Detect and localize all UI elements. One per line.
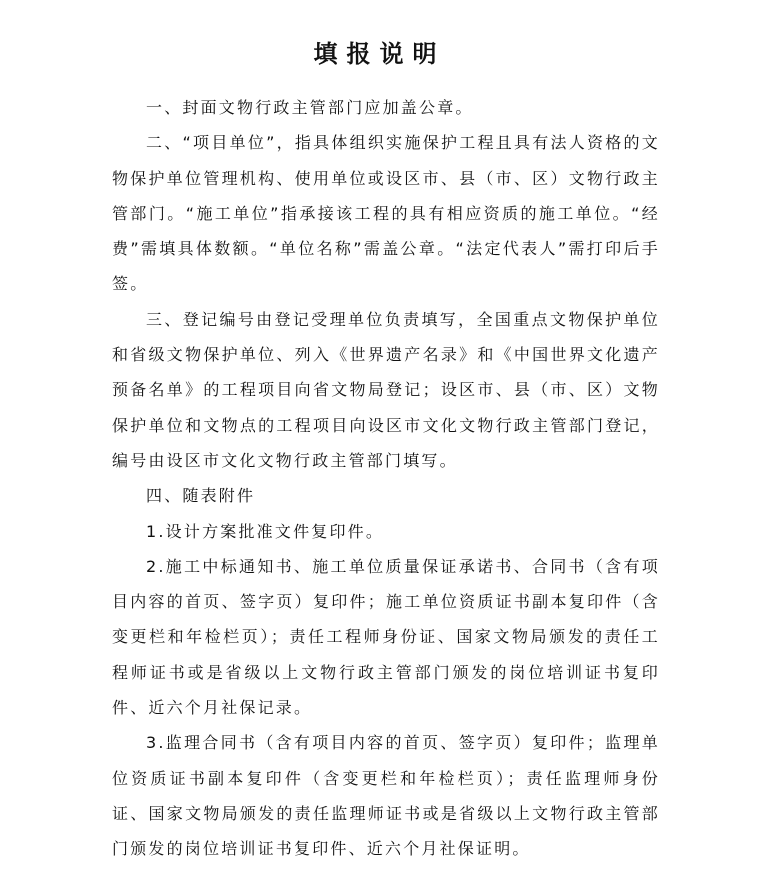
paragraph-attachment-1: 1.设计方案批准文件复印件。 <box>146 521 385 541</box>
paragraph-unit-definitions: 二、“项目单位”，指具体组织实施保护工程且具有法人资格的文物保护单位管理机构、使用单位或设区市、县（市、区）文物行政主管部门。“施工单位”指承接该工程的具有相应资质的施工单位。“经费”需填具体数额。“单位名称”需盖公章。“法定代表人”需打印后手签。 <box>112 133 660 294</box>
document-title: 填报说明 <box>313 39 446 68</box>
document-body <box>112 90 660 867</box>
paragraph-attachment-3: 3.监理合同书（含有项目内容的首页、签字页）复印件；监理单位资质证书副本复印件（含变更栏和年检栏页）；责任监理师身份证、国家文物局颁发的责任监理师证书或是省级以上文物行政主管部门颁发的岗位培训证书复印件、近六个月社保证明。 <box>112 733 660 859</box>
paragraph-registration-number: 三、登记编号由登记受理单位负责填写，全国重点文物保护单位和省级文物保护单位、列入《世界遗产名录》和《中国世界文化遗产预备名单》的工程项目向省文物局登记；设区市、县（市、区）文物保护单位和文物点的工程项目向设区市文化文物行政主管部门登记，编号由设区市文化文物行政主管部门填写。 <box>112 309 660 470</box>
paragraph-attachment-2: 2.施工中标通知书、施工单位质量保证承诺书、合同书（含有项目内容的首页、签字页）复印件；施工单位资质证书副本复印件（含变更栏和年检栏页）；责任工程师身份证、国家文物局颁发的责任工程师证书或是省级以上文物行政主管部门颁发的岗位培训证书复印件、近六个月社保记录。 <box>112 556 660 718</box>
paragraph-seal-requirement: 一、封面文物行政主管部门应加盖公章。 <box>146 98 474 117</box>
paragraph-attachments-heading: 四、随表附件 <box>146 486 256 506</box>
